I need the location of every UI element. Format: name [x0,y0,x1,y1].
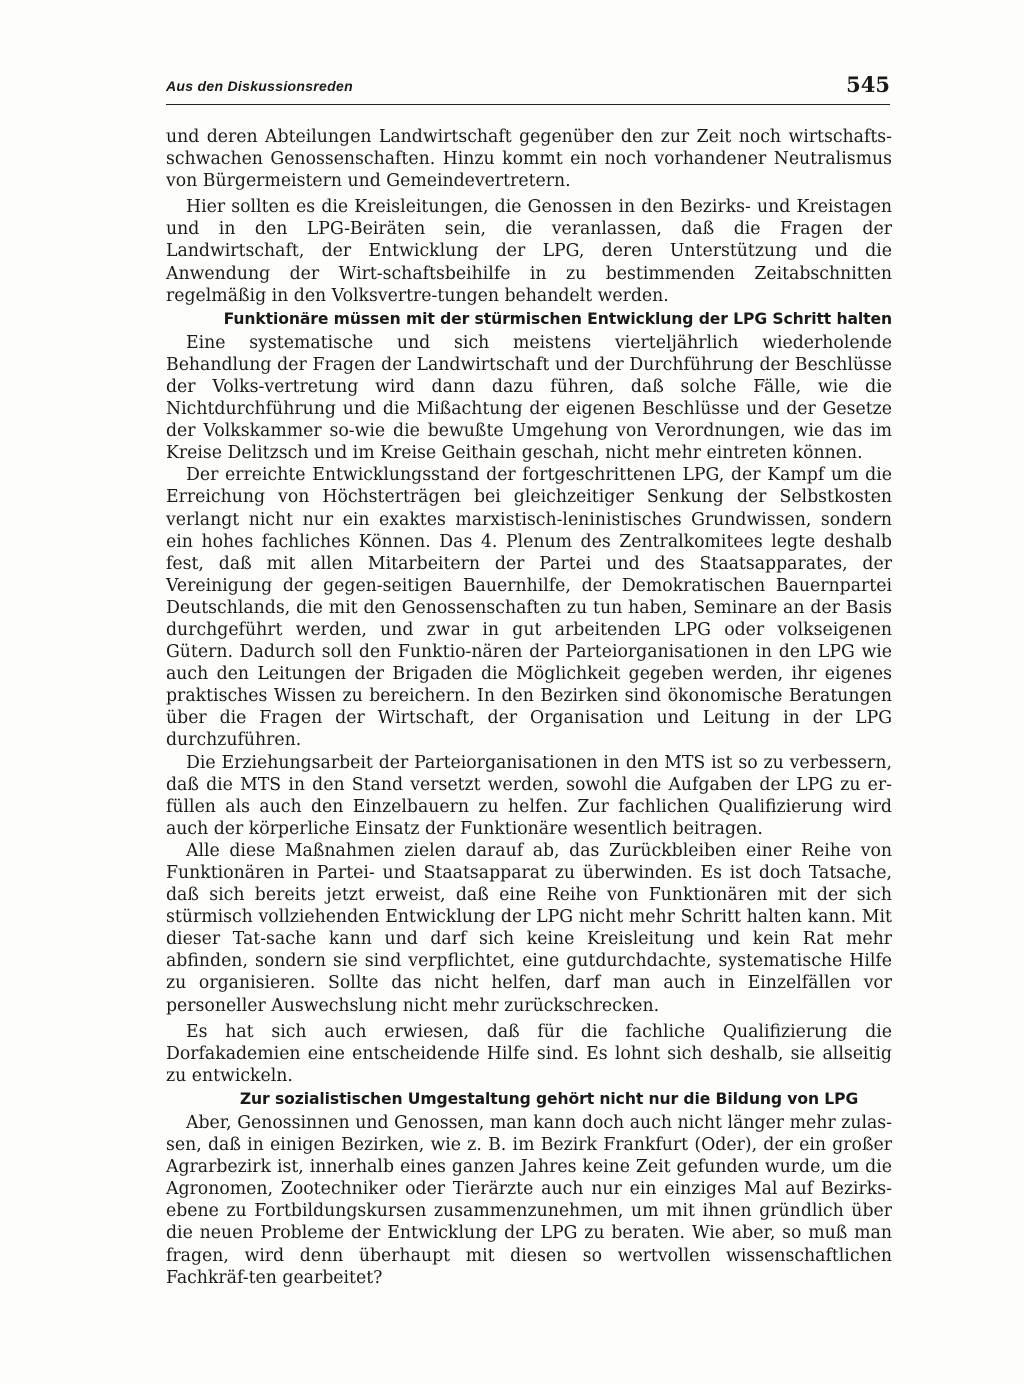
paragraph: Alle diese Maßnahmen zielen darauf ab, das Zurückbleiben einer Reihe von Funktionären in Partei- und Staatsapparat zu überwinden. Es ist doch Tatsache, daß sich bereits jetzt erweist, daß eine Reihe von Funktionären mit der sich stürmisch vollziehenden Entwicklung der LPG nicht mehr Schritt halten kann. Mit dieser Tat-sache kann und darf sich keine Kreisleitung und kein Rat mehr abfinden, sondern sie sind verpflichtet, eine gutdurchdachte, systematische Hilfe zu organisieren. Sollte das nicht helfen, darf man auch in Einzelfällen vor personeller Auswechslung nicht mehr zurückschrecken. [166,840,892,1016]
section-heading: Zur sozialistischen Umgestaltung gehört nicht nur die Bildung von LPG [239,1089,859,1108]
paragraph: und deren Abteilungen Landwirtschaft gegenüber den zur Zeit noch wirtschafts-schwachen Genossenschaften. Hinzu kommt ein noch vorhandener Neutralismus von Bürgermeistern und Gemeindevertretern. [166,127,892,192]
paragraph: Der erreichte Entwicklungsstand der fortgeschrittenen LPG, der Kampf um die Erreichung von Höchsterträgen bei gleichzeitiger Senkung der Selbstkosten verlangt nicht nur ein exaktes marxistisch-leninistisches Grundwissen, sondern ein hohes fachliches Können. Das 4. Plenum des Zentralkomitees legte deshalb fest, daß mit allen Mitarbeitern der Partei und des Staatsapparates, der Vereinigung der gegen-seitigen Bauernhilfe, der Demokratischen Bauernpartei Deutschlands, die mit den Genossenschaften zu tun haben, Seminare an der Basis durchgeführt werden, und zwar in gut arbeitenden LPG oder volkseigenen Gütern. Dadurch soll den Funktio-nären der Parteiorganisationen in den LPG wie auch den Leitungen der Brigaden die Möglichkeit gegeben werden, ihr eigenes praktisches Wissen zu bereichern. In den Bezirken sind ökonomische Beratungen über die Fragen der Wirtschaft, der Organisation und Leitung in der LPG durchzuführen. [166,465,892,751]
page-header [166,74,890,105]
paragraph: Die Erziehungsarbeit der Parteiorganisationen in den MTS ist so zu verbessern, daß die MTS in den Stand versetzt werden, sowohl die Aufgaben der LPG zu er-füllen als auch den Einzelbauern zu helfen. Zur fachlichen Qualifizierung wird auch der körperliche Einsatz der Funktionäre wesentlich beitragen. [166,752,892,839]
paragraph: Aber, Genossinnen und Genossen, man kann doch auch nicht länger mehr zulas-sen, daß in einigen Bezirken, wie z. B. im Bezirk Frankfurt (Oder), der ein großer Agrarbezirk ist, innerhalb eines ganzen Jahres keine Zeit gefunden wurde, um die Agronomen, Zootechniker oder Tierärzte auch nur ein einziges Mal auf Bezirks-ebene zu Fortbildungskursen zusammenzunehmen, um mit ihnen gründlich über die neuen Probleme der Entwicklung der LPG zu beraten. Wie aber, so muß man fragen, wird denn überhaupt mit diesen so wertvollen wissenschaftlichen Fachkräf-ten gearbeitet? [166,1112,892,1288]
body-text [166,126,892,1289]
paragraph: Es hat sich auch erwiesen, daß für die fachliche Qualifizierung die Dorfakademien eine entscheidende Hilfe sind. Es lohnt sich deshalb, sie allseitig zu entwickeln. [166,1021,892,1086]
paragraph: Eine systematische und sich meistens vierteljährlich wiederholende Behandlung der Fragen der Landwirtschaft und der Durchführung der Beschlüsse der Volks-vertretung wird dann dazu führen, daß solche Fälle, wie die Nichtdurchführung und die Mißachtung der eigenen Beschlüsse und der Gesetze der Volkskammer so-wie die bewußte Umgehung von Verordnungen, wie das im Kreise Delitzsch und im Kreise Geithain geschah, nicht mehr eintreten können. [166,332,892,464]
running-head: Aus den Diskussionsreden [166,78,353,94]
section-heading: Funktionäre müssen mit der stürmischen Entwicklung der LPG Schritt halten [223,309,892,328]
page-number: 545 [846,72,890,97]
paragraph: Hier sollten es die Kreisleitungen, die Genossen in den Bezirks- und Kreistagen und in den LPG-Beiräten sein, die veranlassen, daß die Fragen der Landwirtschaft, der Entwicklung der LPG, deren Unterstützung und die Anwendung der Wirt-schaftsbeihilfe in zu bestimmenden Zeitabschnitten regelmäßig in den Volksvertre-tungen behandelt werden. [166,197,892,306]
